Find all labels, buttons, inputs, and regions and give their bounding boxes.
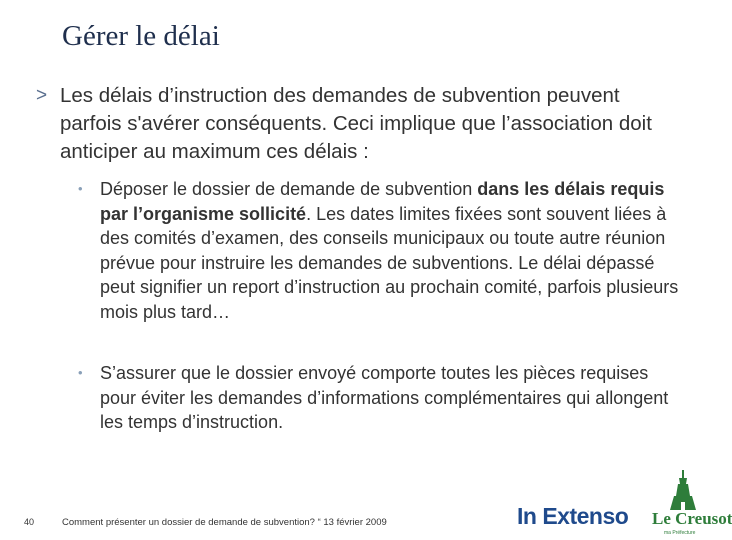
footer-caption: Comment présenter un dossier de demande de subvention? “ 13 février 2009 — [62, 517, 387, 528]
sub-bullet-text — [100, 177, 688, 324]
bullet-marker: > — [36, 85, 48, 106]
sub-bullet-deadline — [78, 177, 688, 324]
main-bullet — [36, 82, 676, 166]
main-bullet-text: Les délais d’instruction des demandes de subvention peuvent parfois s'avérer conséquents. Ceci implique que l’association doit anticiper au maximum ces délais : — [60, 84, 652, 163]
slide-title: Gérer le délai — [62, 20, 220, 52]
tower-icon — [652, 466, 714, 512]
sub-bullet-documents — [78, 361, 688, 435]
page-number: 40 — [24, 517, 35, 527]
in-extenso-logo: In Extenso — [517, 503, 629, 529]
bullet-dot: • — [78, 181, 83, 196]
le-creusot-wordmark: Le Creusot — [652, 509, 732, 528]
sub-bullet-bold-text: dans les délais requis par l’organisme sollicité — [100, 179, 665, 224]
le-creusot-tagline: ma Préfecture — [664, 530, 696, 536]
sub-bullet-text: S’assurer que le dossier envoyé comporte toutes les pièces requises pour éviter les demandes d’informations complémentaires qui allongent les temps d’instruction. — [100, 363, 669, 432]
bullet-dot: • — [78, 365, 83, 380]
le-creusot-logo — [652, 466, 732, 536]
sub-bullet-text-part: . Les dates limites fixées sont souvent liées à des comités d’examen, des conseils municipaux ou toute autre réunion prévue pour instruire les demandes de subventions. Le délai dépassé peut signifier un report d’instruction au prochain comité, parfois plusieurs mois plus tard… — [100, 203, 679, 322]
sub-bullet-text-part: Déposer le dossier de demande de subvention — [100, 179, 478, 199]
